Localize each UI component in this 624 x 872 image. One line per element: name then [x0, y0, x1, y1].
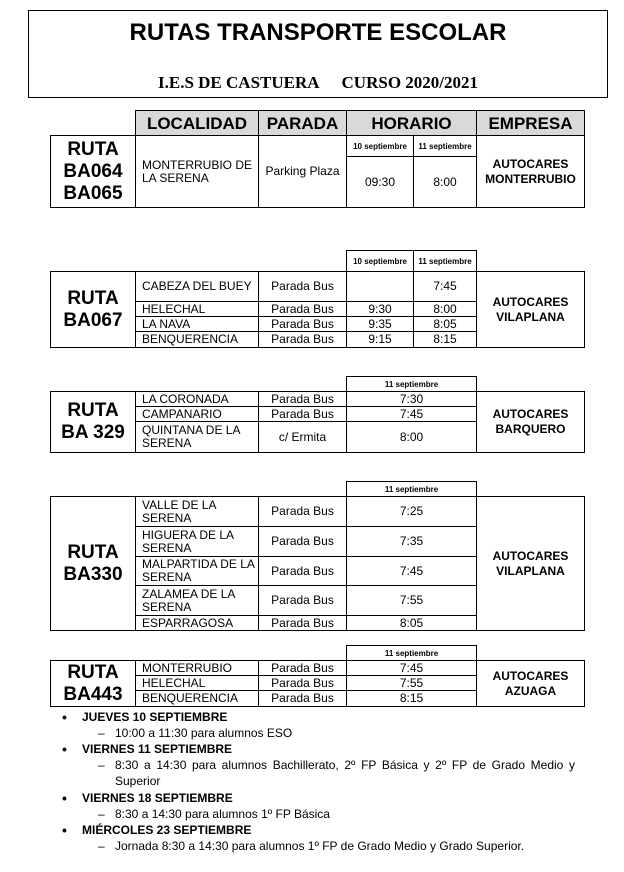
- time-cell: 8:00: [346, 421, 477, 453]
- stop-cell: Parada Bus: [258, 585, 347, 616]
- time-cell-10-sep: 9:15: [346, 331, 414, 348]
- school-name: I.E.S DE CASTUERA: [157, 73, 320, 92]
- locality-cell: HELECHAL: [135, 675, 259, 691]
- locality-cell: QUINTANA DE LA SERENA: [135, 421, 259, 453]
- schedule-day: • JUEVES 10 SEPTIEMBRE: [82, 710, 227, 724]
- locality-cell: ESPARRAGOSA: [135, 615, 259, 631]
- stop-cell: Parada Bus: [258, 690, 347, 707]
- stop-cell: Parada Bus: [258, 271, 347, 302]
- locality-cell: CAMPANARIO: [135, 406, 259, 422]
- column-header-horario: HORARIO: [346, 110, 477, 136]
- stop-cell: Parada Bus: [258, 675, 347, 691]
- schedule-detail: – 10:00 a 11:30 para alumnos ESO: [98, 726, 293, 740]
- route-word: RUTA: [67, 138, 119, 160]
- column-header-empresa: EMPRESA: [476, 110, 585, 136]
- locality-cell: BENQUERENCIA: [135, 690, 259, 707]
- schedule-detail-text: 10:00 a 11:30 para alumnos ESO: [115, 726, 293, 740]
- company-line: AUTOCARES: [492, 668, 569, 683]
- time-cell-10-sep: [346, 271, 414, 302]
- date-header-11-sep: 11 septiembre: [346, 481, 477, 497]
- company-line: AUTOCARES: [492, 156, 569, 171]
- course-year: CURSO 2020/2021: [341, 73, 479, 92]
- locality-cell: HIGUERA DE LA SERENA: [135, 526, 259, 557]
- stop-cell: Parada Bus: [258, 391, 347, 407]
- time-cell: 7:55: [346, 675, 477, 691]
- locality-cell: ZALAMEA DE LA SERENA: [135, 585, 259, 616]
- stop-cell: Parada Bus: [258, 660, 347, 676]
- time-cell: 7:35: [346, 526, 477, 557]
- company-cell: [476, 135, 585, 208]
- schedule-day: • VIERNES 11 SEPTIEMBRE: [82, 742, 232, 756]
- company-line: AUTOCARES: [492, 294, 569, 309]
- route-label-ba064-ba065: [50, 135, 136, 208]
- company-line: VILAPLANA: [496, 309, 565, 324]
- route-code: BA065: [63, 182, 123, 204]
- document-title: RUTAS TRANSPORTE ESCOLAR: [129, 19, 507, 46]
- route-label-ba443: [50, 660, 136, 707]
- company-cell: [476, 496, 585, 631]
- locality-cell: LA NAVA: [135, 316, 259, 332]
- time-cell: 7:55: [346, 585, 477, 616]
- time-cell: 7:30: [346, 391, 477, 407]
- route-word: RUTA: [67, 661, 119, 683]
- stop-cell: Parada Bus: [258, 406, 347, 422]
- time-cell-11-sep: 8:15: [413, 331, 477, 348]
- locality-cell: VALLE DE LA SERENA: [135, 496, 259, 527]
- schedule-detail-text: 8:30 a 14:30 para alumnos 1º FP Básica: [115, 807, 330, 821]
- time-cell: 7:45: [346, 660, 477, 676]
- time-cell-11-sep: 8:05: [413, 316, 477, 332]
- document-subtitle: [29, 73, 607, 93]
- schedule-detail-text: 8:30 a 14:30 para alumnos Bachillerato, 2º FP Básica y 2º FP de Grado Medio y Superior: [115, 758, 575, 788]
- route-code: BA064: [63, 160, 123, 182]
- time-cell-11-sep: 8:00: [413, 156, 477, 208]
- time-cell-11-sep: 7:45: [413, 271, 477, 302]
- schedule-day: • VIERNES 18 SEPTIEMBRE: [82, 791, 233, 805]
- route-word: RUTA: [67, 287, 119, 309]
- stop-cell: Parada Bus: [258, 496, 347, 527]
- route-word: RUTA: [67, 400, 119, 421]
- locality-cell: CABEZA DEL BUEY: [135, 271, 259, 302]
- route-code: BA 329: [61, 422, 125, 443]
- time-cell: 8:15: [346, 690, 477, 707]
- route-code: BA443: [63, 683, 123, 705]
- date-header-11-sep: 11 septiembre: [346, 376, 477, 392]
- stop-cell: Parada Bus: [258, 331, 347, 348]
- route-label-ba330: [50, 496, 136, 631]
- time-cell: 8:05: [346, 615, 477, 631]
- column-header-localidad: LOCALIDAD: [135, 110, 259, 136]
- stop-cell: Parada Bus: [258, 526, 347, 557]
- company-line: AUTOCARES: [492, 407, 569, 421]
- schedule-detail-text: Jornada 8:30 a 14:30 para alumnos 1º FP de Grado Medio y Grado Superior.: [115, 839, 525, 853]
- date-header-11-sep: 11 septiembre: [413, 135, 477, 157]
- time-cell-10-sep: 9:30: [346, 301, 414, 317]
- schedule-detail: – Jornada 8:30 a 14:30 para alumnos 1º FP de Grado Medio y Grado Superior.: [98, 839, 525, 853]
- stop-cell: Parada Bus: [258, 615, 347, 631]
- time-cell-11-sep: 8:00: [413, 301, 477, 317]
- route-word: RUTA: [67, 541, 119, 563]
- route-label-ba067: [50, 271, 136, 348]
- locality-cell: BENQUERENCIA: [135, 331, 259, 348]
- locality-cell: LA CORONADA: [135, 391, 259, 407]
- column-header-parada: PARADA: [258, 110, 347, 136]
- schedule-detail: – 8:30 a 14:30 para alumnos Bachillerato, 2º FP Básica y 2º FP de Grado Medio y Superior: [98, 758, 575, 788]
- schedule-day: • MIÉRCOLES 23 SEPTIEMBRE: [82, 823, 251, 837]
- locality-cell: MONTERRUBIO DE LA SERENA: [135, 135, 259, 208]
- company-line: VILAPLANA: [496, 563, 565, 578]
- company-line: BARQUERO: [495, 422, 566, 436]
- stop-cell: Parking Plaza: [258, 135, 347, 208]
- route-code: BA330: [63, 563, 123, 585]
- company-cell: [476, 660, 585, 707]
- date-header-10-sep: 10 septiembre: [346, 135, 414, 157]
- company-line: MONTERRUBIO: [485, 171, 576, 186]
- schedule-detail: – 8:30 a 14:30 para alumnos 1º FP Básica: [98, 807, 330, 821]
- company-line: AUTOCARES: [492, 548, 569, 563]
- company-line: AZUAGA: [504, 683, 557, 698]
- company-cell: [476, 271, 585, 348]
- locality-cell: MALPARTIDA DE LA SERENA: [135, 556, 259, 586]
- stop-cell: c/ Ermita: [258, 421, 347, 453]
- company-cell: [476, 391, 585, 453]
- date-header-10-sep: 10 septiembre: [346, 250, 414, 272]
- stop-cell: Parada Bus: [258, 301, 347, 317]
- stop-cell: Parada Bus: [258, 316, 347, 332]
- locality-cell: HELECHAL: [135, 301, 259, 317]
- time-cell: 7:45: [346, 556, 477, 586]
- date-header-11-sep: 11 septiembre: [346, 645, 477, 661]
- route-label-ba329: [50, 391, 136, 453]
- time-cell-10-sep: 09:30: [346, 156, 414, 208]
- date-header-11-sep: 11 septiembre: [413, 250, 477, 272]
- time-cell-10-sep: 9:35: [346, 316, 414, 332]
- document-header: [28, 10, 608, 98]
- stop-cell: Parada Bus: [258, 556, 347, 586]
- time-cell: 7:25: [346, 496, 477, 527]
- time-cell: 7:45: [346, 406, 477, 422]
- locality-cell: MONTERRUBIO: [135, 660, 259, 676]
- route-code: BA067: [63, 309, 123, 331]
